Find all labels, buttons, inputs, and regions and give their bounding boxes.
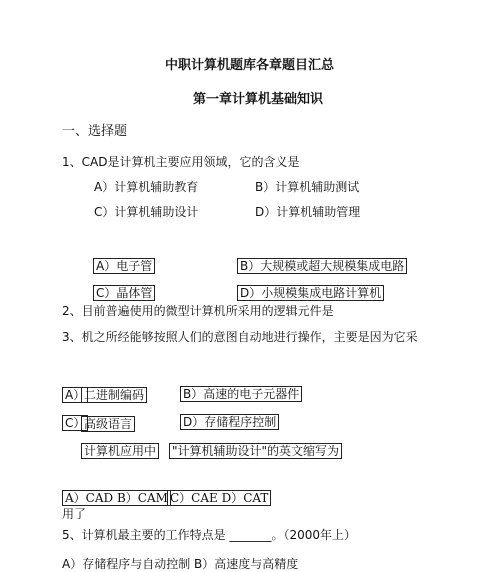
question-3-stem-tail: 用了 (62, 507, 87, 521)
question-2-option-c: C）晶体管 (93, 285, 155, 301)
question-3-option-d: D）存储程序控制 (180, 414, 279, 430)
question-3-option-a-text: 二进制编码 (81, 387, 147, 403)
question-5-stem: 5、计算机最主要的工作特点是 _______。（2000年上） (62, 528, 356, 542)
question-1-option-b: B）计算机辅助测试 (255, 180, 360, 194)
question-3-stem: 3、机之所经能够按照人们的意图自动地进行操作，主要是因为它采 (62, 330, 418, 344)
question-3-option-a-letter: A） (62, 387, 88, 403)
question-3-option-c-letter: C） (62, 415, 88, 431)
question-1-option-a: A）计算机辅助教育 (94, 180, 199, 194)
question-1-stem: 1、CAD是计算机主要应用领域，它的含义是 (62, 155, 300, 169)
question-4-stem-part2: "计算机辅助设计"的英文缩写为 (169, 443, 342, 459)
question-2-option-d: D）小规模集成电路计算机 (237, 285, 384, 301)
question-2-option-a: A）电子管 (93, 258, 155, 274)
question-4-options-ab: A）CAD B）CAM (62, 490, 171, 506)
question-4-stem-part1: 计算机应用中 (81, 443, 159, 459)
question-1-option-c: C）计算机辅助设计 (94, 205, 199, 219)
question-1-option-d: D）计算机辅助管理 (255, 205, 361, 219)
section-heading: 一、选择题 (62, 124, 128, 139)
chapter-title: 第一章计算机基础知识 (193, 92, 324, 107)
question-5-options: A）存储程序与自动控制 B）高速度与高精度 (62, 557, 299, 571)
question-2-stem: 2、目前普遍使用的微型计算机所采用的逻辑元件是 (62, 304, 334, 318)
question-2-option-b: B）大规模或超大规模集成电路 (237, 258, 407, 274)
question-4-options-cd: C）CAE D）CAT (167, 490, 271, 506)
question-3-option-b: B）高速的电子元器件 (180, 386, 302, 402)
question-3-option-c-text: 高级语言 (81, 416, 135, 432)
doc-title: 中职计算机题库各章题目汇总 (165, 58, 335, 73)
